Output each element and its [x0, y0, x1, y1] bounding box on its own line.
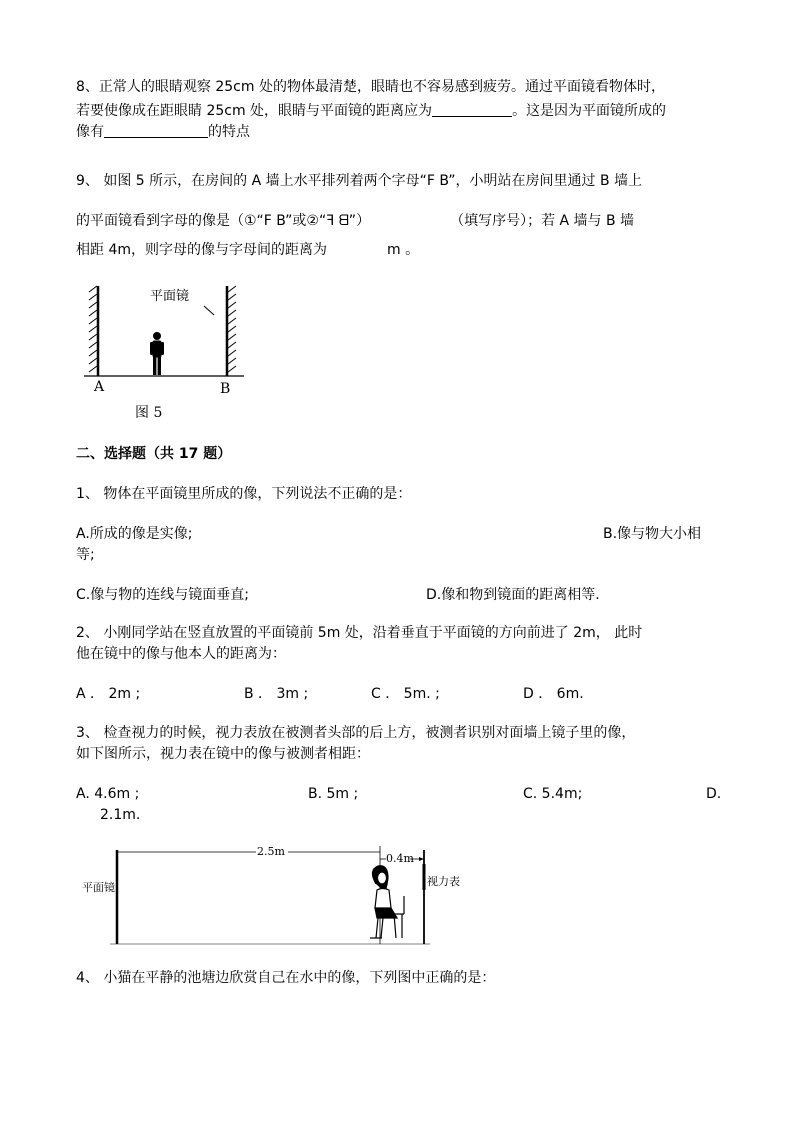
q9-line2-text-a: 的平面镜看到字母的像是（①“F B”或②“ꟻ ᗺ”）	[76, 213, 371, 229]
seated-person-icon	[370, 866, 404, 938]
c3-option-d[interactable]: D.	[706, 786, 722, 802]
section-2-title: 二、选择题（共 17 题）	[76, 446, 232, 462]
label-mirror: 平面镜	[82, 881, 115, 894]
c1-option-d[interactable]: D.像和物到镜面的距离相等.	[426, 587, 600, 603]
c2-stem-line2: 他在镜中的像与他本人的距离为：	[76, 646, 286, 662]
wall-a-hatching	[89, 286, 97, 372]
c1-option-b[interactable]: B.像与物大小相	[603, 526, 702, 542]
fig5-caption: 图 5	[135, 405, 163, 421]
c3-option-a[interactable]: A. 4.6m ;	[76, 786, 140, 802]
wall-b-hatching	[228, 286, 236, 372]
label-eye-chart: 视力表	[427, 875, 460, 888]
q9-line2	[76, 214, 634, 228]
c3-option-b[interactable]: B. 5m ;	[308, 786, 359, 802]
c3-stem-line1: 3、 检查视力的时候，视力表放在被测者头部的后上方，被测者识别对面墙上镜子里的像，	[76, 725, 636, 741]
c2-stem-line1: 2、 小刚同学站在竖直放置的平面镜前 5m 处，沿着垂直于平面镜的方向前进了 2m， 此时	[76, 625, 643, 641]
label-2-5m: 2.5m	[257, 845, 285, 858]
c1-option-c[interactable]: C.像与物的连线与镜面垂直;	[76, 587, 249, 603]
c3-option-d-continued: 2.1m.	[100, 807, 141, 823]
q9-line3-text-b: m 。	[387, 242, 420, 258]
mirror-pointer-line	[204, 306, 214, 315]
fig5-label-a: A	[94, 379, 105, 395]
q8-line3-text-a: 像有	[76, 124, 104, 140]
q8-line3	[76, 124, 250, 139]
c4-stem: 4、 小猫在平静的池塘边欣赏自己在水中的像，下列图中正确的是：	[76, 970, 496, 986]
q9-line1: 9、 如图 5 所示，在房间的 A 墙上水平排列着两个字母“F B”，小明站在房间里通过 B 墙上	[76, 173, 642, 189]
c3-option-c[interactable]: C. 5.4m;	[523, 786, 583, 802]
c1-stem: 1、 物体在平面镜里所成的像，下列说法不正确的是：	[76, 486, 412, 502]
c2-option-b[interactable]: B ． 3m ;	[244, 686, 309, 702]
q9-line3-text-a: 相距 4m，则字母的像与字母间的距离为	[76, 242, 327, 258]
c3-stem-line2: 如下图所示，视力表在镜中的像与被测者相距：	[76, 746, 370, 762]
fig5-mirror-label: 平面镜	[150, 289, 190, 304]
person-icon	[150, 332, 164, 375]
q8-blank-1[interactable]	[432, 103, 512, 117]
c1-option-a[interactable]: A.所成的像是实像;	[76, 526, 193, 542]
c2-option-d[interactable]: D ． 6m.	[523, 686, 584, 702]
label-0-4m: 0.4m	[386, 852, 414, 865]
q9-line3	[76, 243, 419, 257]
q8-line2-text-b: 。这是因为平面镜所成的	[512, 103, 667, 119]
q8-line3-text-b: 的特点	[208, 124, 250, 140]
fig5-label-b: B	[220, 381, 231, 397]
c1-option-b-continued: 等;	[76, 547, 95, 563]
q8-blank-2[interactable]	[104, 124, 208, 138]
c2-option-a[interactable]: A ． 2m ;	[76, 686, 141, 702]
c2-option-c[interactable]: C ． 5m. ;	[371, 686, 440, 702]
q8-line2-text-a: 若要使像成在距眼睛 25cm 处，眼睛与平面镜的距离应为	[76, 103, 433, 119]
q8-line1: 8、正常人的眼睛观察 25cm 处的物体最清楚，眼睛也不容易感到疲劳。通过平面镜看物体时，	[76, 79, 665, 95]
q9-line2-text-b: （填写序号）；若 A 墙与 B 墙	[450, 213, 635, 229]
q8-line2	[76, 103, 666, 118]
